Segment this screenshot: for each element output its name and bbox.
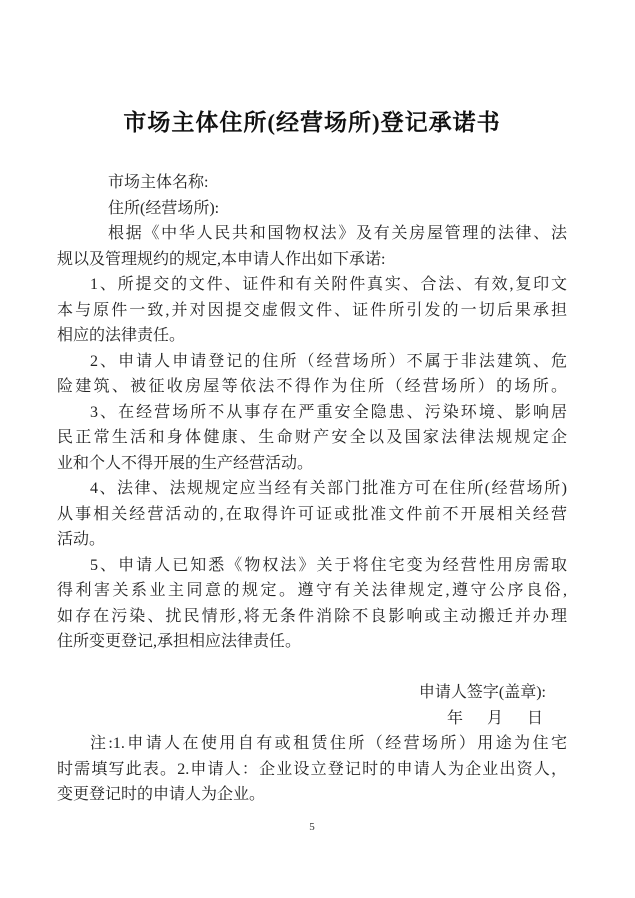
field-entity-name-label: 市场主体名称: [108, 174, 209, 191]
document-title: 市场主体住所(经营场所)登记承诺书 [123, 110, 501, 135]
item1-line: 本与原件一致,并对因提交虚假文件、证件所引发的一切后果承担 [57, 301, 567, 319]
item5-line: 如存在污染、扰民情形,将无条件消除不良影响或主动搬迁并办理 [57, 607, 567, 625]
item4-line: 从事相关经营活动的,在取得许可证或批准文件前不开展相关经营 [57, 505, 567, 523]
item4-line: 活动。 [57, 531, 106, 548]
item5-line: 得利害关系业主同意的规定。遵守有关法律规定,遵守公序良俗, [57, 582, 567, 599]
intro-line: 规以及管理规约的规定,本申请人作出如下承诺: [57, 250, 386, 268]
blank-line [57, 655, 567, 681]
document-body [57, 170, 567, 808]
field-address-label: 住所(经营场所): [108, 199, 220, 217]
item3-line: 民正常生活和身体健康、生命财产安全以及国家法律法规规定企 [57, 429, 567, 446]
item3-line: 3、在经营场所不从事存在严重安全隐患、污染环境、影响居 [90, 403, 567, 421]
note-line: 时需填写此表。2.申请人：企业设立登记时的申请人为企业出资人， [57, 760, 567, 778]
intro-line: 根据《中华人民共和国物权法》及有关房屋管理的法律、法 [108, 225, 567, 242]
page-number: 5 [309, 820, 315, 833]
item2-line: 2、申请人申请登记的住所（经营场所）不属于非法建筑、危 [90, 352, 567, 370]
date-line: 年 月 日 [446, 709, 547, 727]
item3-line: 业和个人不得开展的生产经营活动。 [57, 454, 314, 472]
item5-line: 住所变更登记,承担相应法律责任。 [57, 633, 302, 650]
item2-line: 险建筑、被征收房屋等依法不得作为住所（经营场所）的场所。 [57, 378, 567, 395]
signature-label: 申请人签字(盖章): [418, 684, 546, 701]
item1-line: 相应的法律责任。 [57, 327, 186, 344]
item1-line: 1、所提交的文件、证件和有关附件真实、合法、有效,复印文 [90, 276, 567, 293]
note-line: 注:1.申请人在使用自有或租赁住所（经营场所）用途为住宅 [90, 735, 567, 752]
text-block [57, 0, 567, 834]
item4-line: 4、法律、法规规定应当经有关部门批准方可在住所(经营场所) [90, 480, 567, 497]
note-line: 变更登记时的申请人为企业。 [57, 786, 266, 803]
item5-line: 5、申请人已知悉《物权法》关于将住宅变为经营性用房需取 [90, 556, 567, 574]
